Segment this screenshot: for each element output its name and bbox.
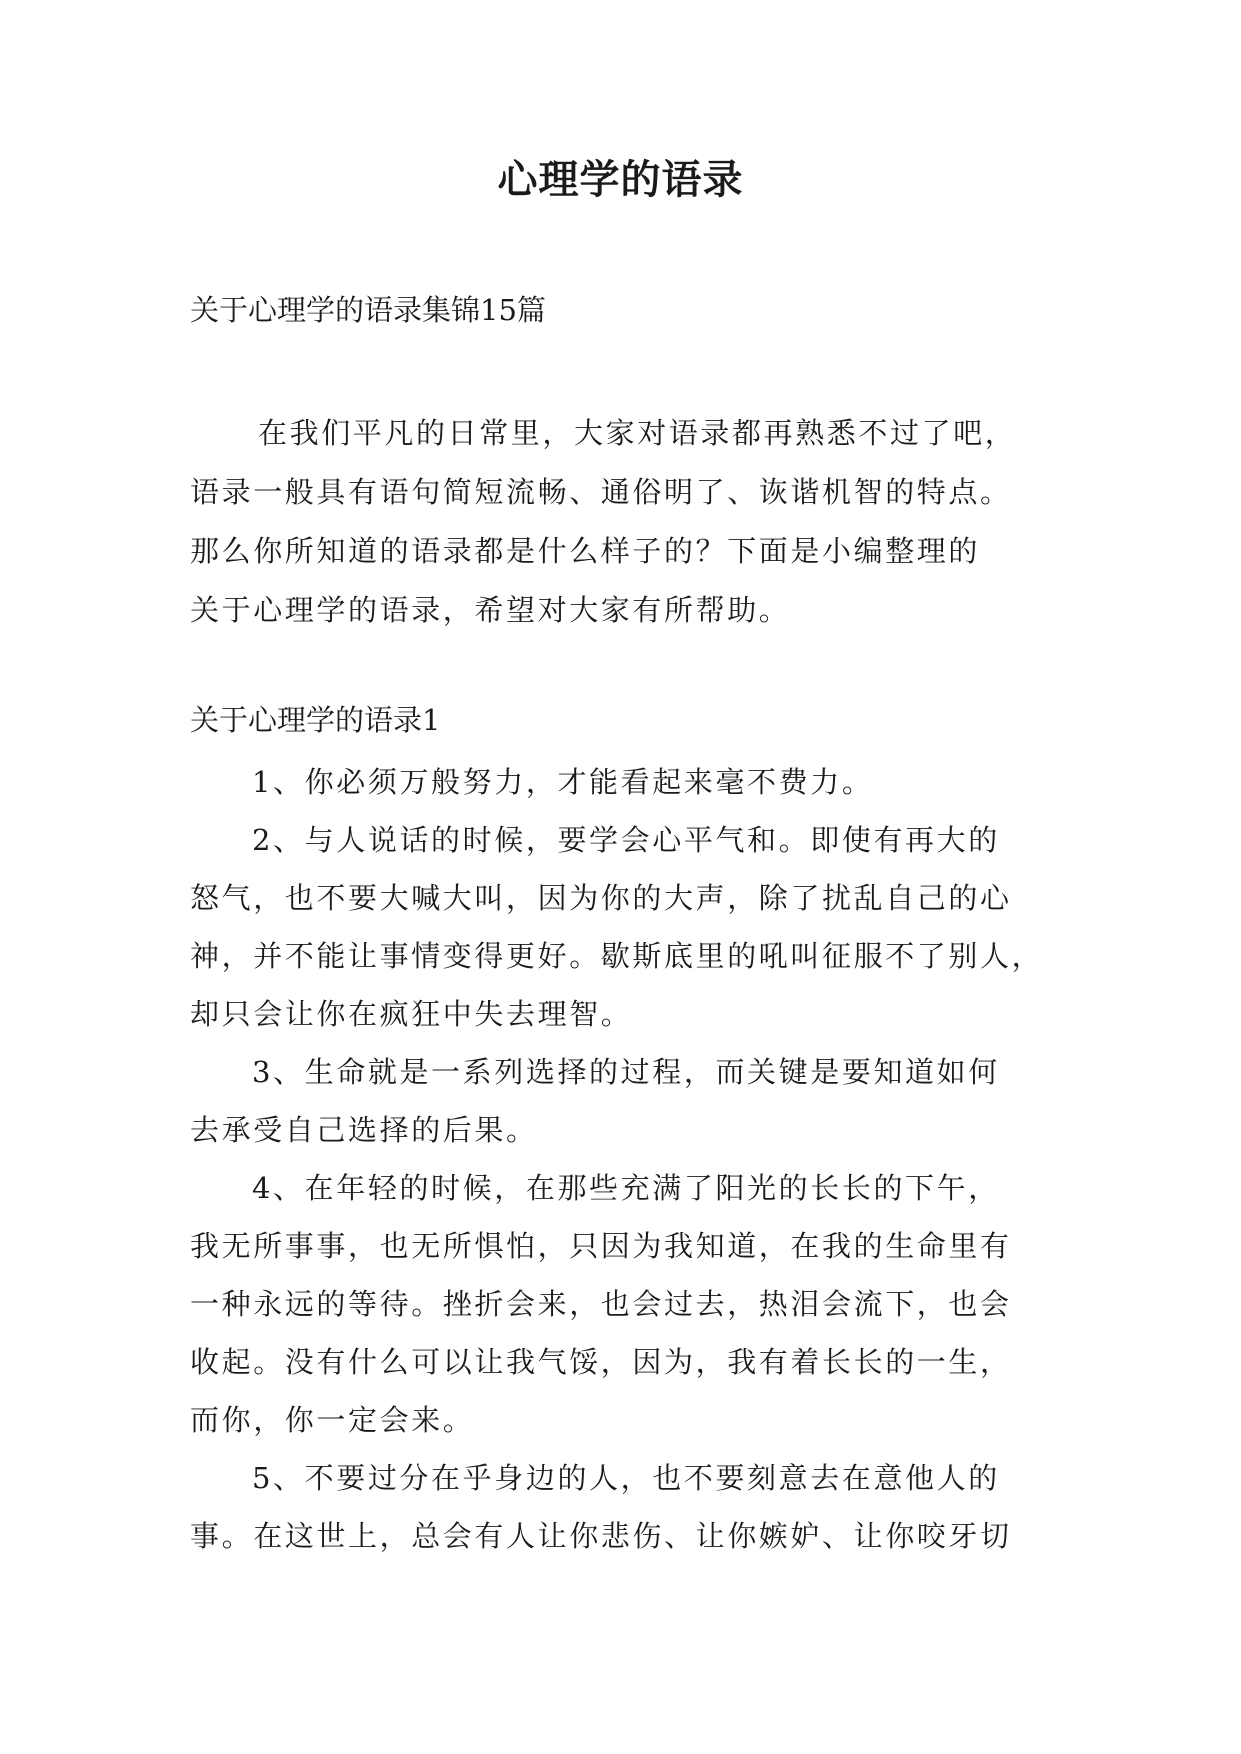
quote-item — [190, 1043, 1070, 1159]
quote-item — [190, 1449, 1070, 1565]
quote-line: 1、你必须万般努力，才能看起来毫不费力。 — [252, 765, 874, 799]
section-heading: 关于心理学的语录1 — [190, 703, 441, 737]
intro-line: 那么你所知道的语录都是什么样子的？下面是小编整理的 — [190, 534, 981, 568]
quote-line: 4、在年轻的时候，在那些充满了阳光的长长的下午， — [252, 1171, 1000, 1205]
quote-line: 去承受自己选择的后果。 — [190, 1113, 538, 1147]
document-title: 心理学的语录 — [497, 157, 744, 203]
intro-paragraph — [190, 404, 1070, 640]
quote-line: 5、不要过分在乎身边的人，也不要刻意去在意他人的 — [252, 1461, 1000, 1495]
intro-line: 关于心理学的语录，希望对大家有所帮助。 — [190, 593, 791, 627]
quote-item — [190, 1159, 1070, 1449]
quote-line: 一种永远的等待。挫折会来，也会过去，热泪会流下，也会 — [190, 1287, 1012, 1321]
quote-line: 神，并不能让事情变得更好。歇斯底里的吼叫征服不了别人， — [190, 939, 1044, 973]
quote-line: 3、生命就是一系列选择的过程，而关键是要知道如何 — [252, 1055, 1000, 1089]
quote-line: 却只会让你在疯狂中失去理智。 — [190, 997, 633, 1031]
quote-item — [190, 753, 1070, 811]
intro-line: 语录一般具有语句简短流畅、通俗明了、诙谐机智的特点。 — [190, 475, 1012, 509]
quote-item — [190, 811, 1070, 1043]
quote-line: 我无所事事，也无所惧怕，只因为我知道，在我的生命里有 — [190, 1229, 1012, 1263]
quote-line: 怒气，也不要大喊大叫，因为你的大声，除了扰乱自己的心 — [190, 881, 1012, 915]
quote-line: 而你，你一定会来。 — [190, 1403, 475, 1437]
quote-list — [190, 753, 1070, 1565]
quote-line: 2、与人说话的时候，要学会心平气和。即使有再大的 — [252, 823, 1000, 857]
quote-line: 事。在这世上，总会有人让你悲伤、让你嫉妒、让你咬牙切 — [190, 1519, 1012, 1553]
intro-line: 在我们平凡的日常里，大家对语录都再熟悉不过了吧， — [258, 416, 1017, 450]
quote-line: 收起。没有什么可以让我气馁，因为，我有着长长的一生， — [190, 1345, 1012, 1379]
document-subtitle: 关于心理学的语录集锦15篇 — [190, 293, 546, 327]
